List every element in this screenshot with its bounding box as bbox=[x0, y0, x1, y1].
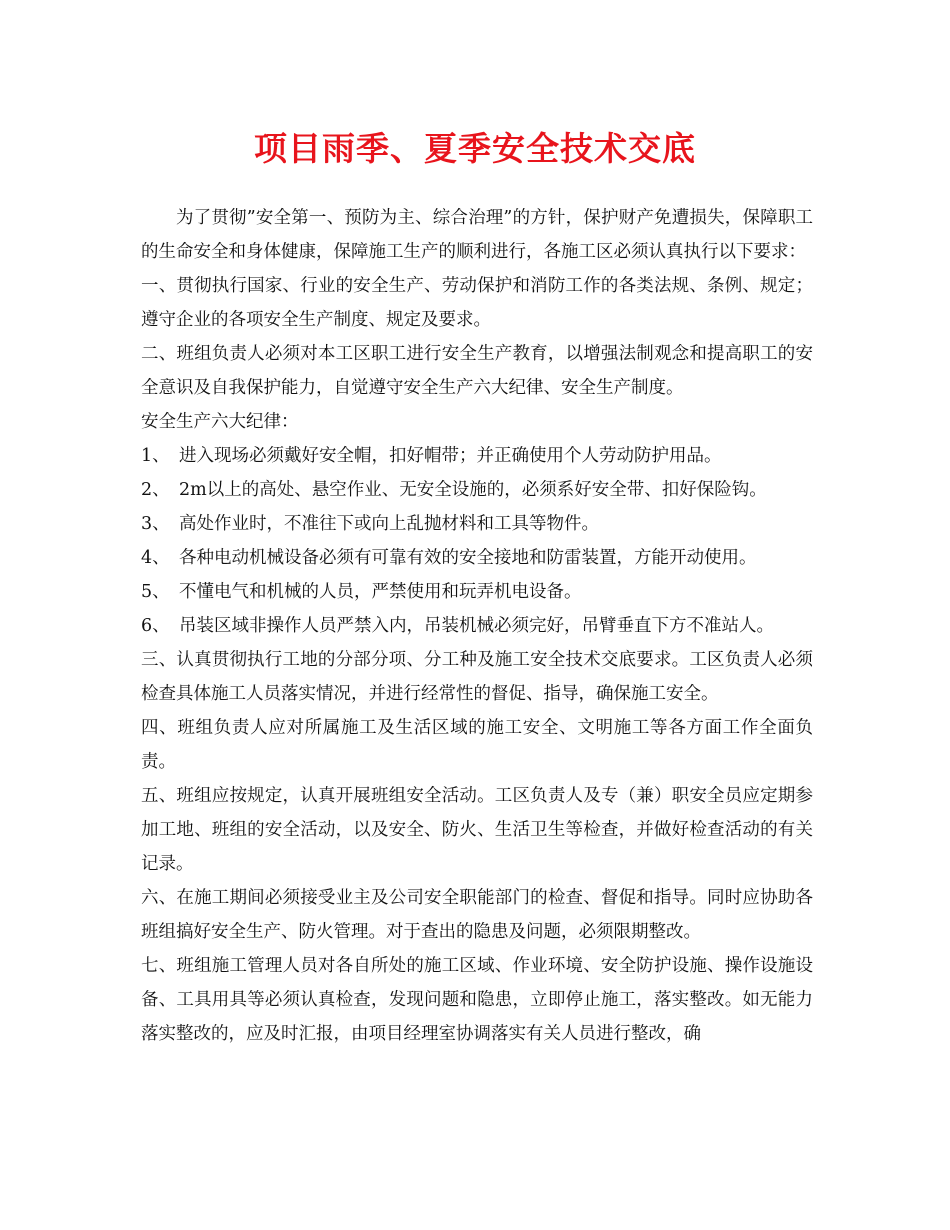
rule-text: 不懂电气和机械的人员，严禁使用和玩弄机电设备。 bbox=[179, 582, 582, 602]
rule-number: 2、 bbox=[141, 480, 170, 500]
rule-text: 2m以上的高处、悬空作业、无安全设施的，必须系好安全带、扣好保险钩。 bbox=[179, 480, 767, 500]
rule-item-1 bbox=[141, 439, 813, 473]
rule-item-5 bbox=[141, 575, 813, 609]
section-6: 六、在施工期间必须接受业主及公司安全职能部门的检查、督促和指导。同时应协助各班组搞好安全生产、防火管理。对于查出的隐患及问题，必须限期整改。 bbox=[141, 888, 813, 942]
rule-text: 各种电动机械设备必须有可靠有效的安全接地和防雷装置，方能开动使用。 bbox=[179, 548, 757, 568]
section-3: 三、认真贯彻执行工地的分部分项、分工种及施工安全技术交底要求。工区负责人必须检查具体施工人员落实情况，并进行经常性的督促、指导，确保施工安全。 bbox=[141, 650, 813, 704]
section-4: 四、班组负责人应对所属施工及生活区域的施工安全、文明施工等各方面工作全面负责。 bbox=[141, 718, 813, 772]
rule-text: 高处作业时，不准往下或向上乱抛材料和工具等物件。 bbox=[179, 514, 599, 534]
rule-number: 6、 bbox=[141, 616, 170, 636]
document-title: 项目雨季、夏季安全技术交底 bbox=[254, 129, 696, 168]
rules-heading: 安全生产六大纪律： bbox=[141, 412, 299, 432]
rule-number: 3、 bbox=[141, 514, 170, 534]
section-1: 一、贯彻执行国家、行业的安全生产、劳动保护和消防工作的各类法规、条例、规定；遵守企业的各项安全生产制度、规定及要求。 bbox=[141, 276, 813, 330]
document-body bbox=[141, 201, 813, 1051]
intro-paragraph: 为了贯彻”安全第一、预防为主、综合治理”的方针，保护财产免遭损失，保障职工的生命安全和身体健康，保障施工生产的顺利进行，各施工区必须认真执行以下要求： bbox=[141, 208, 813, 262]
section-5: 五、班组应按规定，认真开展班组安全活动。工区负责人及专（兼）职安全员应定期参加工地、班组的安全活动，以及安全、防火、生活卫生等检查，并做好检查活动的有关记录。 bbox=[141, 786, 813, 874]
rule-text: 进入现场必须戴好安全帽，扣好帽带；并正确使用个人劳动防护用品。 bbox=[179, 446, 722, 466]
rule-item-2 bbox=[141, 473, 813, 507]
rule-item-3 bbox=[141, 507, 813, 541]
rule-item-6 bbox=[141, 609, 813, 643]
rule-item-4 bbox=[141, 541, 813, 575]
rule-number: 4、 bbox=[141, 548, 170, 568]
rule-number: 5、 bbox=[141, 582, 170, 602]
rule-text: 吊装区域非操作人员严禁入内，吊装机械必须完好，吊臂垂直下方不准站人。 bbox=[179, 616, 774, 636]
section-7: 七、班组施工管理人员对各自所处的施工区域、作业环境、安全防护设施、操作设施设备、工具用具等必须认真检查，发现问题和隐患，立即停止施工，落实整改。如无能力落实整改的，应及时汇报，由项目经理室协调落实有关人员进行整改，确 bbox=[141, 956, 813, 1044]
rule-number: 1、 bbox=[141, 446, 170, 466]
section-2: 二、班组负责人必须对本工区职工进行安全生产教育，以增强法制观念和提高职工的安全意识及自我保护能力，自觉遵守安全生产六大纪律、安全生产制度。 bbox=[141, 344, 813, 398]
